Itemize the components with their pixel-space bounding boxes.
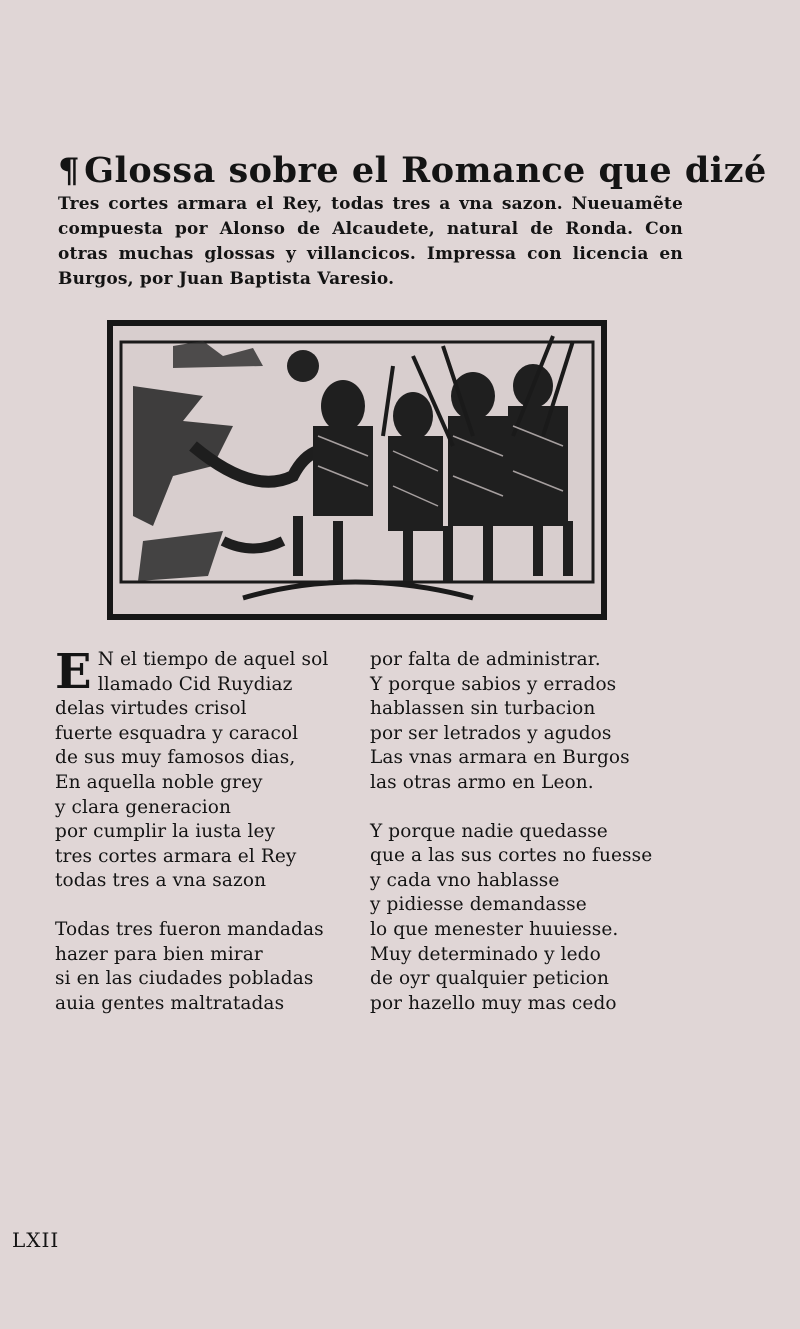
pilcrow-mark: ¶ — [58, 151, 81, 191]
verse-line: las otras armo en Leon. — [370, 771, 594, 793]
verse-line: por cumplir la iusta ley — [55, 821, 276, 843]
title-block — [58, 150, 767, 292]
verse-line: Las vnas armara en Burgos — [370, 747, 630, 769]
title-line-1: Glossa sobre el Romance que dizé — [84, 150, 767, 191]
verse-line: Y porque sabios y errados — [370, 673, 617, 695]
title-description: Tres cortes armara el Rey, todas tres a vna sazon. Nueuamẽte compuesta por Alonso de Alcaudete, natural de Ronda. Con otras muchas glossas y villancicos. Impressa con licencia en Burgos, por Juan Baptista Varesio. — [58, 194, 683, 289]
verse-line: y pidiesse demandasse — [370, 894, 587, 916]
woodcut-illustration — [107, 320, 607, 620]
verse-line: de oyr qualquier peticion — [370, 968, 610, 990]
verse-line: hazer para bien mirar — [55, 943, 263, 965]
poem-stanza — [55, 918, 365, 1016]
poem-stanza — [55, 644, 365, 894]
verse-line: auia gentes maltratadas — [55, 992, 285, 1014]
woodcut-horsemen-image — [113, 326, 601, 614]
drop-cap: E — [55, 644, 92, 700]
poem-left-column — [55, 644, 365, 1040]
verse-line: si en las ciudades pobladas — [55, 968, 314, 990]
verse-line: y cada vno hablasse — [370, 869, 560, 891]
verse-line: Todas tres fueron mandadas — [55, 918, 324, 940]
verse-line: llamado Cid Ruydiaz — [97, 673, 293, 695]
verse-line: de sus muy famosos dias, — [55, 747, 296, 769]
verse-line: tres cortes armara el Rey — [55, 845, 297, 867]
verse-line: hablassen sin turbacion — [370, 698, 596, 720]
verse-line: por hazello muy mas cedo — [370, 992, 617, 1014]
poem-stanza — [370, 820, 670, 1017]
verse-line: En aquella noble grey — [55, 771, 263, 793]
verse-line: Muy determinado y ledo — [370, 943, 601, 965]
poem-right-column — [370, 648, 670, 1040]
verse-line: por ser letrados y agudos — [370, 722, 612, 744]
verse-line: N el tiempo de aquel sol — [97, 649, 329, 670]
verse-line: lo que menester huuiesse. — [370, 918, 619, 940]
verse-line: Y porque nadie quedasse — [370, 820, 608, 842]
verse-line: y clara generacion — [55, 796, 232, 818]
poem-stanza — [370, 648, 670, 796]
verse-line: delas virtudes crisol — [55, 698, 247, 720]
verse-line: todas tres a vna sazon — [55, 870, 267, 892]
verse-line: que a las sus cortes no fuesse — [370, 845, 653, 867]
verse-line: por falta de administrar. — [370, 649, 601, 670]
title-heading — [58, 150, 767, 192]
verse-line: fuerte esquadra y caracol — [55, 722, 299, 744]
folio-number: LXII — [12, 1228, 60, 1252]
